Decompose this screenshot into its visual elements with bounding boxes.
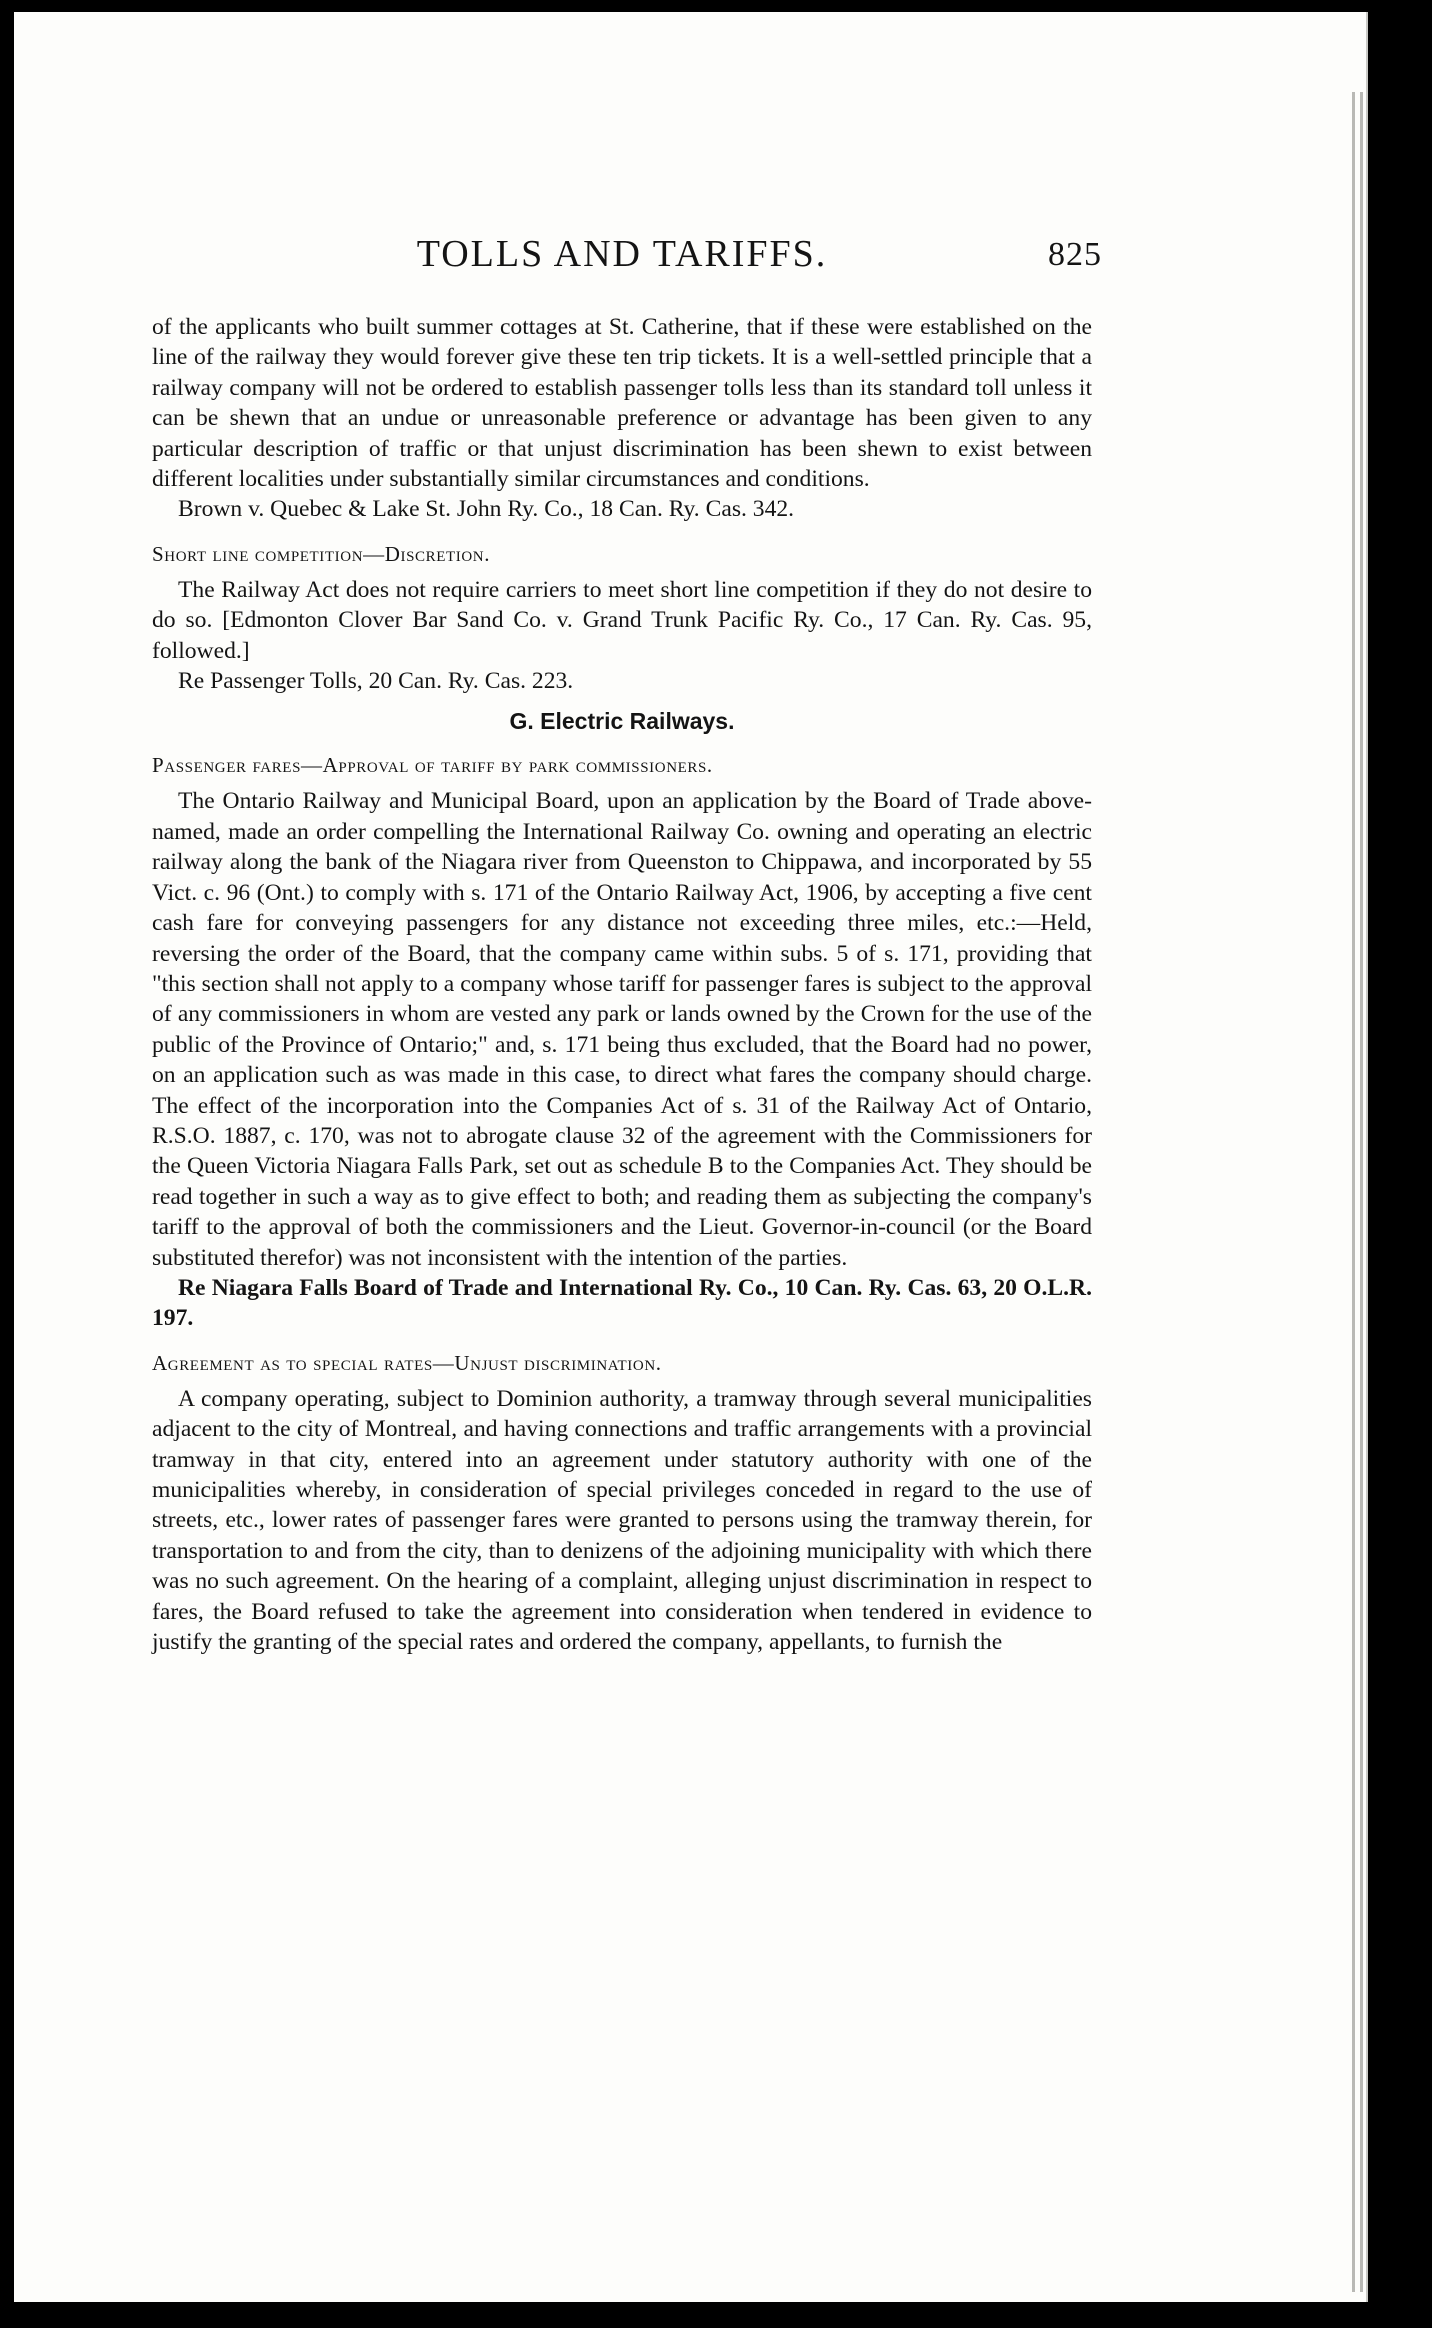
- paragraph: The Railway Act does not require carriers to meet short line competition if they do not desire to do so. [Edmonton Clover Bar Sand Co. v. Grand Trunk Pacific Ry. Co., 17 Can. Ry. Cas. 95, followed.]: [152, 576, 1092, 664]
- case-citation: Re Passenger Tolls, 20 Can. Ry. Cas. 223.: [178, 668, 574, 695]
- case-citation: Re Niagara Falls Board of Trade and International Ry. Co., 10 Can. Ry. Cas. 63, 20 O.L.R. 197.: [152, 1274, 1092, 1332]
- headnote-heading: Short line competition—Discretion.: [152, 541, 491, 566]
- paragraph: A company operating, subject to Dominion authority, a tramway through several municipalities adjacent to the city of Montreal, and having connections and traffic arrangements with a provincial tramway in that city, entered into an agreement under statutory authority with one of the municipalities whereby, in consideration of special privileges conceded in regard to the use of streets, etc., lower rates of passenger fares were granted to persons using the tramway therein, for transportation to and from the city, than to denizens of the adjoining municipality with which there was no such agreement. On the hearing of a complaint, alleging unjust discrimination in respect to fares, the Board refused to take the agreement into consideration when tendered in evidence to justify the granting of the special rates and ordered the company, appellants, to furnish the: [152, 1385, 1092, 1656]
- page-edge: [1352, 92, 1355, 2292]
- running-head: [152, 232, 1102, 292]
- headnote-heading: Agreement as to special rates—Unjust discrimination.: [152, 1350, 662, 1375]
- paragraph: The Ontario Railway and Municipal Board, upon an application by the Board of Trade above-named, made an order compelling the International Railway Co. owning and operating an electric railway along the bank of the Niagara river from Queenston to Chippawa, and incorporated by 55 Vict. c. 96 (Ont.) to comply with s. 171 of the Ontario Railway Act, 1906, by accepting a five cent cash fare for conveying passengers for any distance not exceeding three miles, etc.:—Held, reversing the order of the Board, that the company came within subs. 5 of s. 171, providing that "this section shall not apply to a company whose tariff for passenger fares is subject to the approval of any commissioners in whom are vested any park or lands owned by the Crown for the use of the public of the Province of Ontario;" and, s. 171 being thus excluded, that the Board had no power, on an application such as was made in this case, to direct what fares the company should charge. The effect of the incorporation into the Companies Act of s. 31 of the Railway Act of Ontario, R.S.O. 1887, c. 170, was not to abrogate clause 32 of the agreement with the Commissioners for the Queen Victoria Niagara Falls Park, set out as schedule B to the Companies Act. They should be read together in such a way as to give effect to both; and reading them as subjecting the company's tariff to the approval of both the commissioners and the Lieut. Governor-in-council (or the Board substituted therefor) was not inconsistent with the intention of the parties.: [152, 788, 1092, 1271]
- running-title: TOLLS AND TARIFFS.: [416, 233, 828, 275]
- paragraph-continued: of the applicants who built summer cottages at St. Catherine, that if these were established on the line of the railway they would forever give these ten trip tickets. It is a well-settled principle that a railway company will not be ordered to establish passenger tolls less than its standard toll unless it can be shewn that an undue or unreasonable preference or advantage has been given to any particular description of traffic or that unjust discrimination has been shewn to exist between different localities under substantially similar circumstances and conditions.: [152, 314, 1092, 493]
- case-citation: Brown v. Quebec & Lake St. John Ry. Co., 18 Can. Ry. Cas. 342.: [178, 496, 795, 523]
- section-title: G. Electric Railways.: [509, 708, 735, 735]
- headnote-heading: Passenger fares—Approval of tariff by park commissioners.: [152, 753, 713, 778]
- text-block: [152, 232, 1102, 1657]
- page-number: 825: [1048, 236, 1102, 273]
- page-edge: [1360, 92, 1363, 2292]
